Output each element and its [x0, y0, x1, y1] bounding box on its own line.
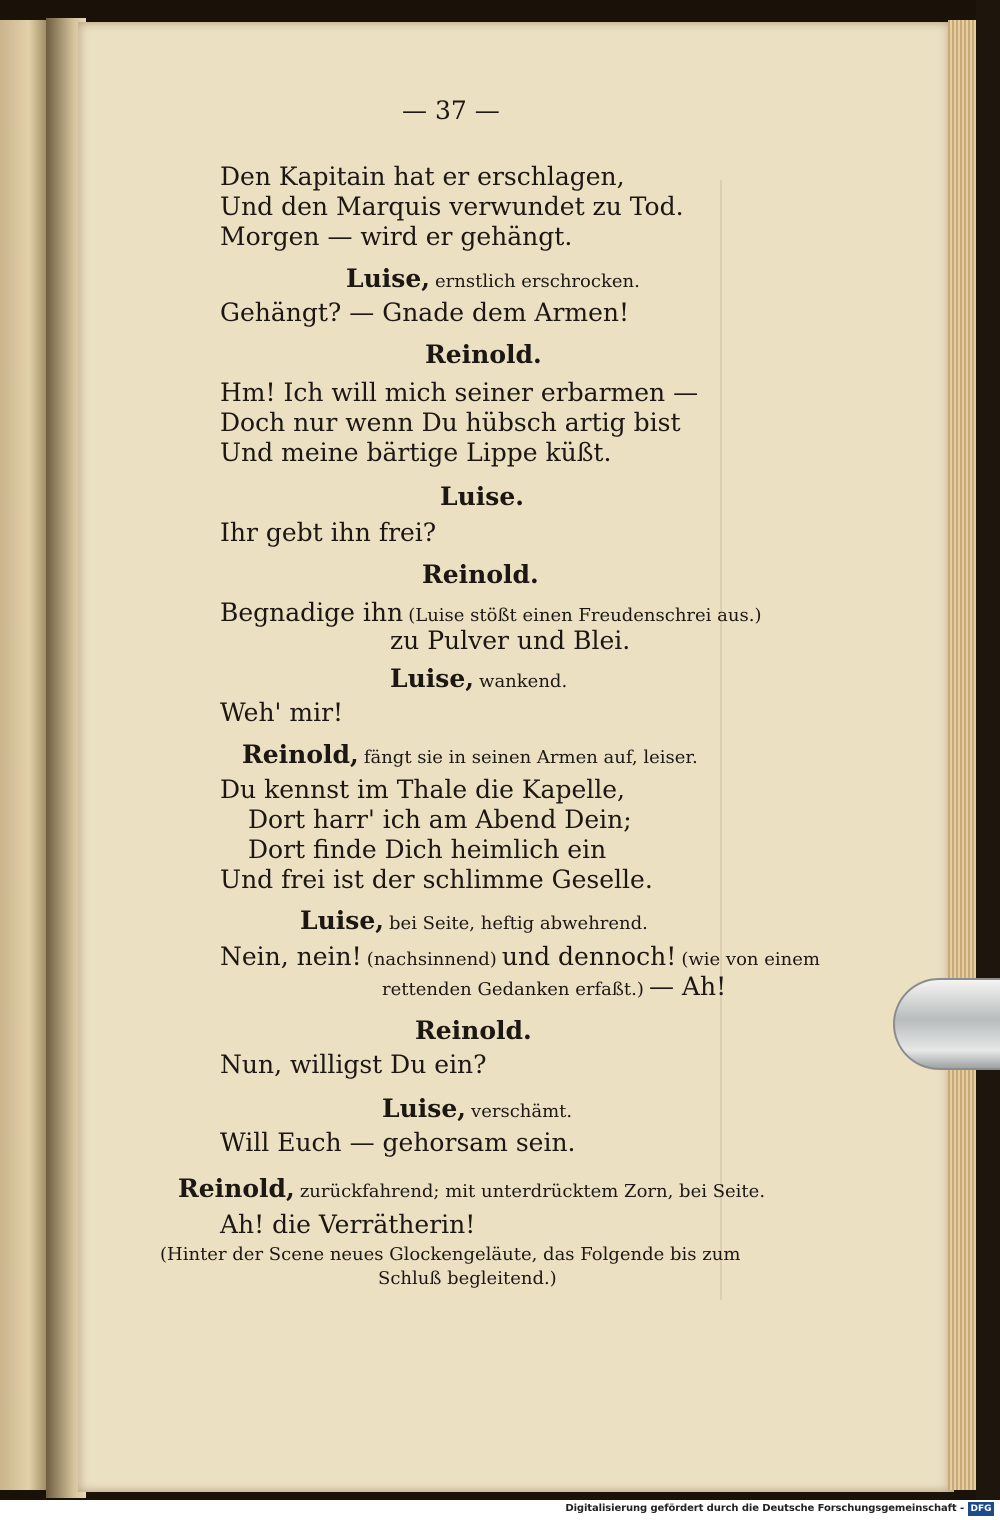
stage-direction: bei Seite, heftig abwehrend. [389, 913, 648, 934]
speaker-name: Luise, [390, 664, 474, 693]
verse-line: Nun, willigst Du ein? [220, 1050, 487, 1079]
stage-direction: (nachsinnend) [366, 949, 497, 970]
stage-direction: rettenden Gedanken erfaßt.) [382, 979, 644, 1000]
speaker-heading [300, 906, 648, 935]
verse-line-with-direction [220, 942, 820, 971]
speaker-name: Luise, [382, 1094, 466, 1123]
scan-right-margin [976, 0, 1000, 1500]
verse-line: Den Kapitain hat er erschlagen, [220, 162, 625, 191]
show-through-text [720, 180, 772, 1300]
speaker-heading [242, 740, 698, 769]
verse-line: Ihr gebt ihn frei? [220, 518, 437, 547]
stage-direction: fängt sie in seinen Armen auf, leiser. [363, 747, 698, 768]
left-page-edge [0, 20, 48, 1490]
stage-direction: Schluß begleitend.) [378, 1268, 557, 1289]
verse-line: Ah! die Verrätherin! [220, 1210, 476, 1239]
verse-text: — Ah! [648, 972, 727, 1001]
verse-line: zu Pulver und Blei. [390, 626, 631, 655]
speaker-heading [382, 1094, 572, 1123]
verse-line: Und frei ist der schlimme Geselle. [220, 865, 653, 894]
page-holder-clip [893, 978, 1000, 1070]
funding-credit: Digitalisierung gefördert durch die Deutsche Forschungsgemeinschaft - [565, 1503, 964, 1514]
verse-line: Doch nur wenn Du hübsch artig bist [220, 408, 681, 437]
verse-text: Nein, nein! [220, 942, 362, 971]
verse-line: Und den Marquis verwundet zu Tod. [220, 192, 684, 221]
stage-direction: (wie von einem [681, 949, 820, 970]
stage-direction: (Hinter der Scene neues Glockengeläute, das Folgende bis zum [160, 1244, 741, 1265]
speaker-name: Reinold. [425, 340, 542, 369]
speaker-heading [390, 664, 567, 693]
page-number-text: — 37 — [402, 96, 500, 125]
stage-direction: verschämt. [471, 1101, 573, 1122]
verse-text: und dennoch! [501, 942, 677, 971]
verse-line: Weh' mir! [220, 698, 344, 727]
stage-direction: (Luise stößt einen Freudenschrei aus.) [408, 605, 762, 626]
verse-line: Gehängt? — Gnade dem Armen! [220, 298, 630, 327]
verse-line: Hm! Ich will mich seiner erbarmen — [220, 378, 699, 407]
footer-bar [0, 1500, 1000, 1520]
verse-line: Dort finde Dich heimlich ein [248, 835, 607, 864]
verse-line: Dort harr' ich am Abend Dein; [248, 805, 632, 834]
stage-direction: ernstlich erschrocken. [435, 271, 640, 292]
verse-line: Morgen — wird er gehängt. [220, 222, 573, 251]
speaker-name: Reinold. [422, 560, 539, 589]
speaker-name: Reinold. [415, 1016, 532, 1045]
verse-text: Begnadige ihn [220, 598, 404, 627]
speaker-name: Reinold, [178, 1174, 295, 1203]
speaker-heading [178, 1174, 765, 1203]
stage-direction: wankend. [479, 671, 568, 692]
speaker-name: Luise, [346, 264, 430, 293]
verse-line-with-direction [220, 598, 761, 627]
verse-line-with-direction [382, 972, 726, 1001]
speaker-name: Reinold, [242, 740, 359, 769]
verse-line: Und meine bärtige Lippe küßt. [220, 438, 612, 467]
speaker-name: Luise, [300, 906, 384, 935]
verse-line: Du kennst im Thale die Kapelle, [220, 775, 625, 804]
speaker-heading [346, 264, 640, 293]
verse-line: Will Euch — gehorsam sein. [220, 1128, 576, 1157]
page-stack-edge [948, 20, 976, 1490]
stage-direction: zurückfahrend; mit unterdrücktem Zorn, bei Seite. [299, 1181, 766, 1202]
dfg-logo-icon: DFG [968, 1502, 994, 1516]
speaker-name: Luise. [440, 482, 524, 511]
